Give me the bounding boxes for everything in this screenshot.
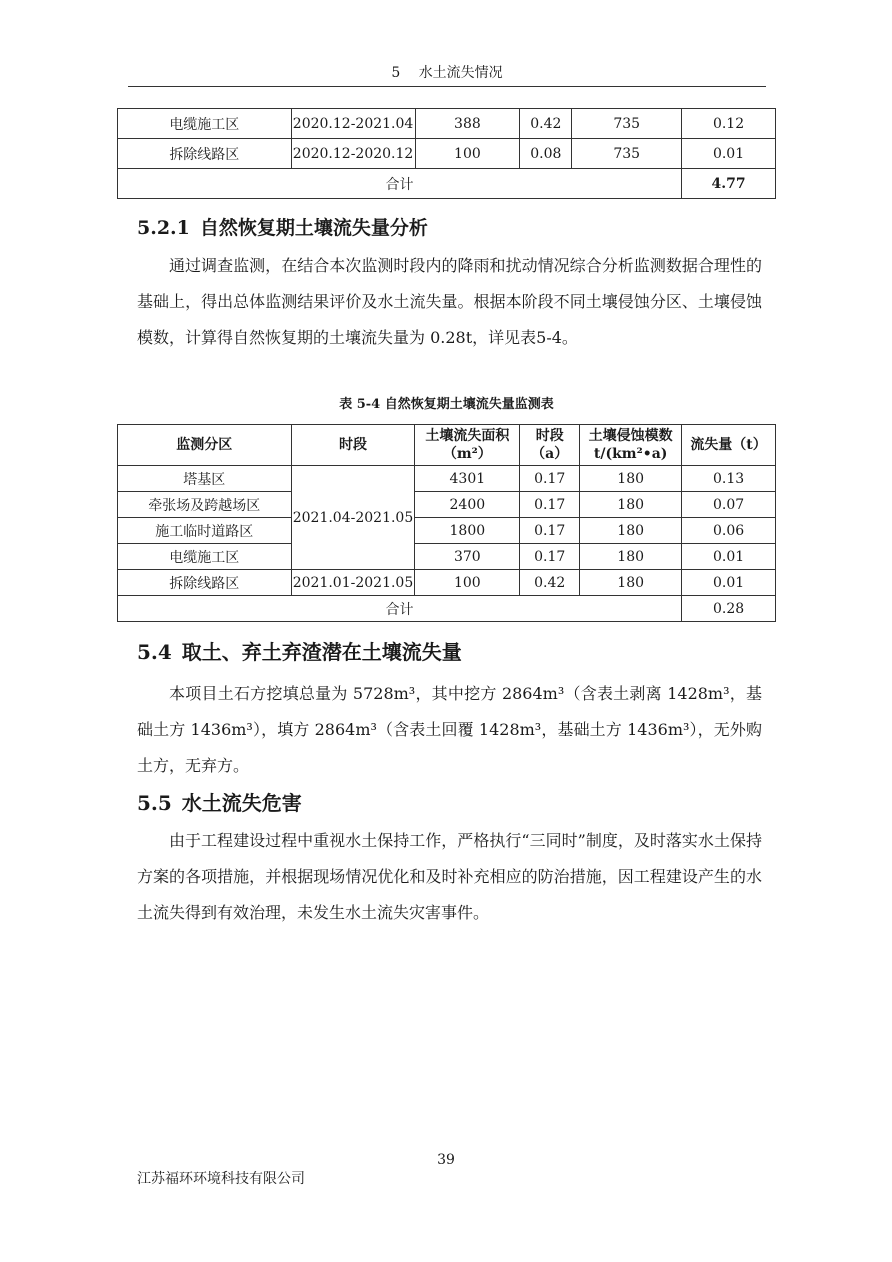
table-cell: 2021.01-2021.05 <box>291 570 415 596</box>
table-cell: 180 <box>580 492 682 518</box>
table-cell: 4301 <box>415 466 520 492</box>
total-label: 合计 <box>118 596 682 622</box>
table-cell: 0.17 <box>520 466 580 492</box>
table-cell: 牵张场及跨越场区 <box>118 492 292 518</box>
table-cell: 0.01 <box>682 544 776 570</box>
column-header <box>415 425 520 466</box>
table-cell: 2020.12-2020.12 <box>291 139 415 169</box>
header-line: （m²） <box>442 446 492 462</box>
table-row <box>118 518 776 544</box>
table-row <box>118 544 776 570</box>
column-header <box>580 425 682 466</box>
company-name: 江苏福环环境科技有限公司 <box>137 1171 305 1187</box>
table-cell: 0.42 <box>520 109 572 139</box>
section-number: 5.2.1 <box>137 217 190 239</box>
section-heading-5-2-1 <box>137 213 428 240</box>
chapter-title: 水土流失情况 <box>418 65 503 81</box>
table-row <box>118 570 776 596</box>
section-title: 水土流失危害 <box>181 791 302 815</box>
page-number: 39 <box>437 1152 455 1168</box>
section-heading-5-5 <box>137 787 302 816</box>
total-value: 4.77 <box>682 169 776 199</box>
section-5-5-paragraph: 由于工程建设过程中重视水土保持工作，严格执行“三同时”制度，及时落实水土保持方案的各项措施，并根据现场情况优化和及时补充相应的防治措施，因工程建设产生的水土流失得到有效治理，未发生水土流失灾害事件。 <box>137 831 762 922</box>
table-total-row <box>118 596 776 622</box>
column-header: 流失量（t） <box>682 425 776 466</box>
column-header: 时段 <box>291 425 415 466</box>
section-number: 5.5 <box>137 791 172 815</box>
header-line: 土壤侵蚀模数 <box>588 428 673 444</box>
table-cell: 0.17 <box>520 492 580 518</box>
table-cell: 100 <box>415 139 520 169</box>
table-cell: 0.12 <box>682 109 776 139</box>
table-cell: 388 <box>415 109 520 139</box>
table-cell: 0.17 <box>520 518 580 544</box>
table-cell: 0.01 <box>682 570 776 596</box>
table-cell: 拆除线路区 <box>118 139 292 169</box>
table-cell: 0.07 <box>682 492 776 518</box>
table-row <box>118 109 776 139</box>
table-cell: 180 <box>580 544 682 570</box>
table-header-row <box>118 425 776 466</box>
table-cell: 0.13 <box>682 466 776 492</box>
section-5-4-paragraph: 本项目土石方挖填总量为 5728m³，其中挖方 2864m³（含表土剥离 1428m³，基础土方 1436m³），填方 2864m³（含表土回覆 1428m³，基础土方 1436m³），无外购土方，无弃方。 <box>137 684 762 775</box>
table-cell-period: 2021.04-2021.05 <box>291 466 415 570</box>
table-cell: 0.06 <box>682 518 776 544</box>
total-label: 合计 <box>118 169 682 199</box>
section-title: 自然恢复期土壤流失量分析 <box>199 217 428 239</box>
table-row <box>118 139 776 169</box>
table-cell: 施工临时道路区 <box>118 518 292 544</box>
section-heading-5-4 <box>137 636 462 665</box>
table-cell: 电缆施工区 <box>118 544 292 570</box>
table-cell: 塔基区 <box>118 466 292 492</box>
table-5-4 <box>117 424 776 622</box>
table-cell: 180 <box>580 570 682 596</box>
chapter-number: 5 <box>391 65 401 81</box>
section-5-2-1-paragraph: 通过调查监测，在结合本次监测时段内的降雨和扰动情况综合分析监测数据合理性的基础上，得出总体监测结果评价及水土流失量。根据本阶段不同土壤侵蚀分区、土壤侵蚀模数，计算得自然恢复期的土壤流失量为 0.28t，详见表5-4。 <box>137 256 762 347</box>
column-header <box>520 425 580 466</box>
table-caption: 表 5-4 自然恢复期土壤流失量监测表 <box>339 397 554 412</box>
section-number: 5.4 <box>137 640 172 664</box>
section-title: 取土、弃土弃渣潜在土壤流失量 <box>181 640 462 664</box>
table-cell: 180 <box>580 466 682 492</box>
header-line: （a） <box>531 446 569 462</box>
table-cell: 0.17 <box>520 544 580 570</box>
column-header: 监测分区 <box>118 425 292 466</box>
header-line: t/(km²•a) <box>593 446 668 462</box>
table-cell: 1800 <box>415 518 520 544</box>
table-cell: 2400 <box>415 492 520 518</box>
table-cell: 0.01 <box>682 139 776 169</box>
table-continued <box>117 108 776 199</box>
table-cell: 735 <box>572 139 682 169</box>
table-cell: 2020.12-2021.04 <box>291 109 415 139</box>
table-cell: 0.42 <box>520 570 580 596</box>
table-cell: 180 <box>580 518 682 544</box>
table-total-row <box>118 169 776 199</box>
total-value: 0.28 <box>682 596 776 622</box>
header-line: 时段 <box>535 428 564 444</box>
table-cell: 电缆施工区 <box>118 109 292 139</box>
table-cell: 100 <box>415 570 520 596</box>
table-row <box>118 466 776 492</box>
running-header <box>128 62 766 87</box>
table-cell: 拆除线路区 <box>118 570 292 596</box>
table-row <box>118 492 776 518</box>
table-cell: 735 <box>572 109 682 139</box>
table-cell: 370 <box>415 544 520 570</box>
header-line: 土壤流失面积 <box>425 428 510 444</box>
table-cell: 0.08 <box>520 139 572 169</box>
